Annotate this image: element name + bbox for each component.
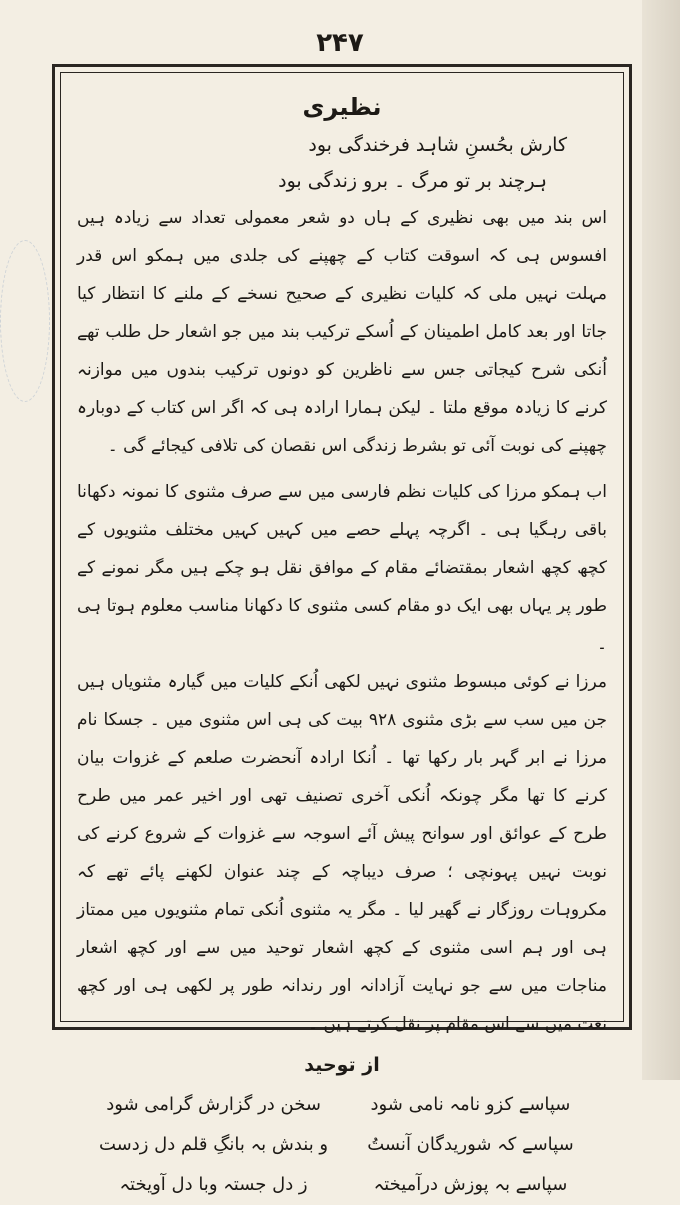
verse-second-hemistich: و بندش بہ بانگِ قلم دل زدست xyxy=(98,1134,329,1155)
page-number: ۲۴۷ xyxy=(316,28,364,58)
paragraph-1: اس بند میں بھی نظیری کے ہاں دو شعر معمولی تعداد سے زیادہ ہیں افسوس ہی کہ اسوقت کتاب کے چھپنے کی جلدی میں ہمکو اس قدر مہلت نہیں ملی کہ کلیات نظیری کے صحیح نسخے کے ملنے کا انتظار کیا جاتا اور بعد کامل اطمینان کے اُسکے ترکیب بند میں جو اشعار حل طلب تھے اُنکی شرح کیجاتی جس سے ناظرین کو دونوں ترکیب بندوں میں موازنہ کرنے کا زیادہ موقع ملتا ۔ لیکن ہمارا ارادہ ہی کہ اگر اس کتاب کے دوبارہ چھپنے کی نوبت آئی تو بشرط زندگی اس نقصان کی تلافی کیجائے گی ۔ xyxy=(77,208,607,456)
verse-row xyxy=(77,1085,607,1125)
verse-second-hemistich: سخن در گزارش گرامی شود xyxy=(106,1094,321,1115)
epigraph-line-2: ہرچند بر تو مرگ ۔ برو زندگی بود xyxy=(278,170,547,192)
verse-first-hemistich: سپاسے بہ پوزش درآمیختہ xyxy=(373,1174,568,1195)
paragraph-2: اب ہمکو مرزا کی کلیات نظم فارسی میں سے صرف مثنوی کا نمونہ دکھانا باقی رہگیا ہی ۔ اگرچہ پہلے حصے میں کہیں کہیں مختلف مثنویوں کے کچھ کچھ اشعار بمقتضائے مقام کے موافق نقل ہو چکے ہیں مگر نمونے کے طور پر یہاں بھی ایک دو مقام کسی مثنوی کا دکھانا مناسب معلوم ہوتا ہی ۔ xyxy=(77,482,607,654)
verse-row xyxy=(77,1125,607,1165)
paragraph-3: مرزا نے کوئی مبسوط مثنوی نہیں لکھی اُنکے کلیات میں گیارہ مثنویاں ہیں جن میں سب سے بڑی مثنوی ۹۲۸ بیت کی ہی اس مثنوی میں ۔ جسکا نام مرزا نے ابر گہر بار رکھا تھا ۔ اُنکا ارادہ آنحضرت صلعم کے غزوات بیان کرنے کا تھا مگر چونکہ اُنکی آخری تصنیف تھی اور اخیر عمر میں طرح طرح کے عوائق اور سوانح پیش آئے اسوجہ سے غزوات کے شروع کرنے کی نوبت نہیں پہونچی ؛ صرف دیباچہ کے چند عنوان لکھنے پائے تھے کہ مکروہات روزگار نے گھیر لیا ۔ مگر یہ مثنوی اُنکی تمام مثنویوں میں ممتاز ہی اور ہم اسی مثنوی کے کچھ اشعار توحید میں سے اور کچھ اشعار مناجات میں سے جو نہایت آزادانہ اور رندانہ طور پر لکھی ہی اور کچھ نعت میں سے اس مقام پر نقل کرتے ہیں ۔ xyxy=(77,672,607,1034)
library-stamp xyxy=(0,240,50,402)
epigraph-line-1: کارش بحُسنِ شاہد فرخندگی بود xyxy=(308,134,567,156)
verse-first-hemistich: سپاسے کہ شوریدگان آنستُ xyxy=(367,1134,574,1155)
adjacent-page-edge xyxy=(642,0,680,1080)
verse-second-hemistich: ز دل جستہ وبا دل آویختہ xyxy=(119,1174,308,1195)
poet-heading: نظیری xyxy=(302,93,382,121)
verse-first-hemistich: سپاسے کزو نامہ نامی شود xyxy=(370,1094,571,1115)
divider xyxy=(77,465,607,473)
verse-row xyxy=(77,1165,607,1205)
page-content xyxy=(60,72,624,1195)
section-title: از توحید xyxy=(304,1054,380,1076)
